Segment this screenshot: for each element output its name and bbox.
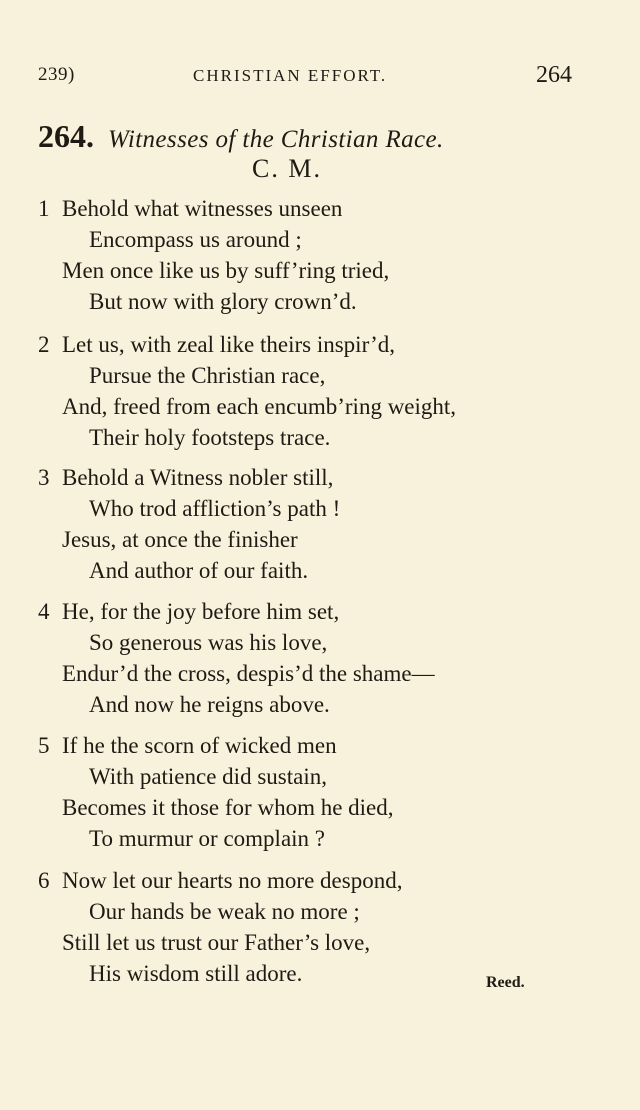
page-number: 264	[536, 62, 572, 88]
stanza-number: 4	[38, 599, 50, 624]
verse-line: Pursue the Christian race,	[89, 363, 326, 388]
verse-line: And now he reigns above.	[89, 692, 330, 717]
hymn-number: 264.	[38, 118, 94, 154]
verse-line: Encompass us around ;	[89, 227, 302, 252]
stanza-number: 6	[38, 868, 50, 893]
verse-line: Men once like us by suff’ring tried,	[62, 258, 390, 283]
verse-line: Their holy footsteps trace.	[89, 425, 331, 450]
hymn-meter: C. M.	[252, 154, 322, 183]
verse-line: Let us, with zeal like theirs inspir’d,	[62, 332, 395, 357]
verse-line: Still let us trust our Father’s love,	[62, 930, 371, 955]
verse-line: So generous was his love,	[89, 630, 328, 655]
section-title: CHRISTIAN EFFORT.	[193, 66, 388, 85]
verse-line: Jesus, at once the finisher	[62, 527, 298, 552]
verse-line: Behold what witnesses unseen	[62, 196, 343, 221]
verse-line: And, freed from each encumb’ring weight,	[62, 394, 457, 419]
hymn-title: Witnesses of the Christian Race.	[108, 126, 444, 153]
stanza-number: 1	[38, 196, 50, 221]
verse-line: With patience did sustain,	[89, 764, 327, 789]
verse-line: Becomes it those for whom he died,	[62, 795, 394, 820]
verse-line: Who trod affliction’s path !	[89, 496, 341, 521]
verse-line: Our hands be weak no more ;	[89, 899, 360, 924]
stanza-number: 3	[38, 465, 50, 490]
verse-line: To murmur or complain ?	[89, 826, 325, 851]
verse-line: He, for the joy before him set,	[62, 599, 340, 624]
verse-line: Behold a Witness nobler still,	[62, 465, 334, 490]
verse-line: His wisdom still adore.	[89, 961, 303, 986]
running-header	[38, 62, 572, 92]
verse-line: If he the scorn of wicked men	[62, 733, 337, 758]
verse-line: But now with glory crown’d.	[89, 289, 357, 314]
verse-line: Now let our hearts no more despond,	[62, 868, 403, 893]
previous-page-number: 239)	[38, 64, 75, 85]
verse-line: And author of our faith.	[89, 558, 309, 583]
verse-line: Endur’d the cross, despis’d the shame—	[62, 661, 435, 686]
stanza-number: 2	[38, 332, 50, 357]
hymn-author: Reed.	[486, 974, 525, 991]
stanza-number: 5	[38, 733, 50, 758]
hymn-heading	[38, 118, 598, 155]
